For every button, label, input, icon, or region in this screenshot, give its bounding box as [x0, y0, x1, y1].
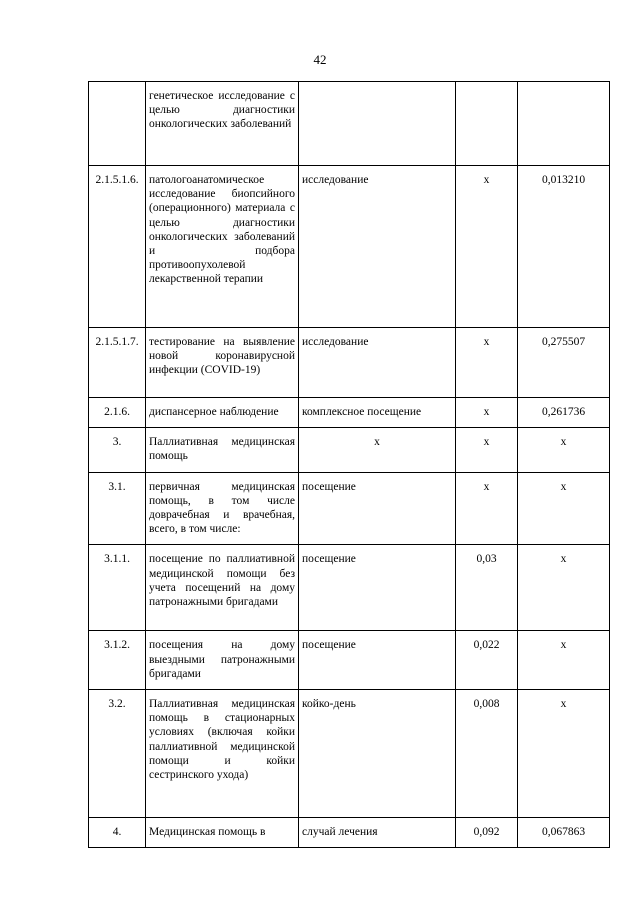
row-value2-cell: 0,013210 — [518, 166, 610, 328]
row-unit-cell: случай лечения — [299, 818, 456, 848]
row-value1-cell: x — [456, 428, 518, 472]
row-unit-cell: комплексное посещение — [299, 398, 456, 428]
table-row — [89, 545, 610, 631]
row-value2-cell: x — [518, 472, 610, 545]
row-name-cell — [146, 82, 299, 166]
row-value1-cell: x — [456, 398, 518, 428]
row-unit-cell: посещение — [299, 472, 456, 545]
table-row — [89, 398, 610, 428]
row-name-cell — [146, 631, 299, 690]
table-row — [89, 818, 610, 848]
row-value1-cell: x — [456, 166, 518, 328]
row-name-cell — [146, 166, 299, 328]
row-name-text: Паллиативная медицинская помощь — [149, 436, 295, 463]
row-number-cell: 3. — [89, 428, 146, 472]
row-number-cell: 4. — [89, 818, 146, 848]
row-name-text: диспансерное наблюдение — [149, 406, 279, 418]
row-value2-cell — [518, 82, 610, 166]
row-value1-cell: x — [456, 472, 518, 545]
row-number-cell: 2.1.5.1.6. — [89, 166, 146, 328]
row-name-text: первичная медицинская помощь, в том числе доврачебная и врачебная, всего, в том числе: — [149, 480, 295, 536]
row-name-text: посещения на дому выездными патронажными бригадами — [149, 639, 295, 680]
table-row — [89, 328, 610, 398]
table-row — [89, 82, 610, 166]
row-value1-cell: 0,008 — [456, 690, 518, 818]
table-row — [89, 690, 610, 818]
norms-table — [88, 81, 610, 848]
row-name-text: Паллиативная медицинская помощь в стационарных условиях (включая койки паллиативной медицинской помощи и койки сестринского ухода) — [149, 698, 295, 782]
row-number-cell: 2.1.6. — [89, 398, 146, 428]
table-row — [89, 428, 610, 472]
row-value1-cell: 0,03 — [456, 545, 518, 631]
row-unit-cell: x — [299, 428, 456, 472]
row-number-cell: 3.1. — [89, 472, 146, 545]
row-name-cell — [146, 428, 299, 472]
row-name-cell — [146, 690, 299, 818]
row-value2-cell: 0,261736 — [518, 398, 610, 428]
row-name-cell — [146, 545, 299, 631]
row-value2-cell: x — [518, 631, 610, 690]
row-name-text: посещение по паллиативной медицинской помощи без учета посещений на дому патронажными бригадами — [149, 553, 295, 609]
row-number-cell: 3.2. — [89, 690, 146, 818]
table-row — [89, 472, 610, 545]
row-number-cell: 2.1.5.1.7. — [89, 328, 146, 398]
table-row — [89, 166, 610, 328]
row-value2-cell: x — [518, 690, 610, 818]
row-name-text: тестирование на выявление новой коронавирусной инфекции (COVID-19) — [149, 336, 295, 377]
row-unit-cell — [299, 82, 456, 166]
table-row — [89, 631, 610, 690]
row-name-cell — [146, 472, 299, 545]
row-value2-cell: 0,067863 — [518, 818, 610, 848]
row-unit-cell: койко-день — [299, 690, 456, 818]
row-value1-cell — [456, 82, 518, 166]
row-number-cell: 3.1.1. — [89, 545, 146, 631]
row-value2-cell: x — [518, 428, 610, 472]
row-number-cell — [89, 82, 146, 166]
row-name-cell — [146, 328, 299, 398]
row-value2-cell: x — [518, 545, 610, 631]
row-name-text: Медицинская помощь в — [149, 826, 266, 839]
row-name-text: патологоанатомическое исследование биопсийного (операционного) материала с целью диагностики онкологических заболеваний и подбора противоопухолевой лекарственной терапии — [149, 174, 295, 286]
row-value1-cell: 0,022 — [456, 631, 518, 690]
row-unit-cell: посещение — [299, 631, 456, 690]
row-value2-cell: 0,275507 — [518, 328, 610, 398]
row-name-cell — [146, 398, 299, 428]
row-name-cell — [146, 818, 299, 848]
row-number-cell: 3.1.2. — [89, 631, 146, 690]
page-number: 42 — [313, 52, 327, 67]
row-unit-cell: посещение — [299, 545, 456, 631]
row-unit-cell: исследование — [299, 328, 456, 398]
row-value1-cell: x — [456, 328, 518, 398]
row-name-text: генетическое исследование с целью диагностики онкологических заболеваний — [149, 90, 295, 131]
row-value1-cell: 0,092 — [456, 818, 518, 848]
row-unit-cell: исследование — [299, 166, 456, 328]
